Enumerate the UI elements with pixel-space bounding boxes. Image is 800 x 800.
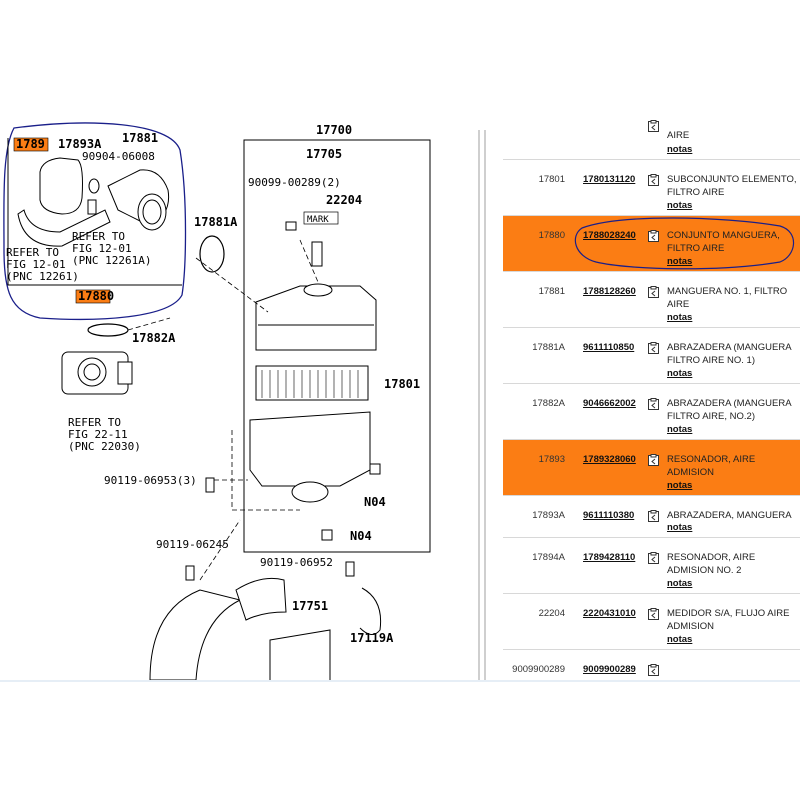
label-N04-a: N04 [364,495,386,509]
add-to-list-icon[interactable] [648,454,659,466]
label-refer3a: REFER TO [68,416,121,429]
row-part-number-link[interactable]: 9611110850 [583,342,635,353]
row-pnc: 17882A [532,398,565,409]
label-17751: 17751 [292,599,329,613]
label-90119-06953: 90119-06953(3) [104,474,197,487]
parts-row[interactable] [503,272,800,328]
row-pnc: 22204 [538,608,565,619]
row-pnc: 17893 [538,454,565,465]
label-90119-06952: 90119-06952 [260,556,333,569]
label-refer1b: FIG 12-01 [6,258,66,271]
row-description: ABRAZADERA, MANGUERA [667,510,792,521]
add-to-list-icon[interactable] [648,398,659,410]
label-refer3c: (PNC 22030) [68,440,141,453]
row-notes-link[interactable]: notas [667,480,693,491]
label-17700: 17700 [316,123,353,137]
row-part-number-link[interactable]: 1788028240 [583,230,636,241]
parts-row[interactable] [503,594,800,650]
add-to-list-icon[interactable] [648,120,659,132]
row-pnc: 17894A [532,552,565,563]
row-description: ABRAZADERA (MANGUERA FILTRO AIRE, NO.2) [667,398,792,422]
label-17880: 17880 [78,289,115,303]
page-footer-blank [0,682,800,800]
row-pnc: 17801 [538,174,565,185]
row-notes-link[interactable]: notas [667,578,693,589]
row-description: SUBCONJUNTO ELEMENTO, FILTRO AIRE [667,174,797,198]
add-to-list-icon[interactable] [648,664,659,676]
row-description: RESONADOR, AIRE ADMISION [667,454,756,478]
label-N04-b: N04 [350,529,372,543]
add-to-list-icon[interactable] [648,510,659,522]
label-17882A: 17882A [132,331,176,345]
row-pnc: 17881A [532,342,565,353]
label-refer2b: FIG 12-01 [72,242,132,255]
parts-row[interactable] [503,496,800,538]
parts-row[interactable] [503,538,800,594]
parts-row[interactable] [503,650,800,682]
add-to-list-icon[interactable] [648,174,659,186]
panel-divider-2 [484,130,486,682]
label-mark: MARK [307,215,329,225]
row-pnc: 17881 [538,286,565,297]
row-pnc: 17893A [532,510,565,521]
row-description: MANGUERA NO. 1, FILTRO AIRE [667,286,788,310]
row-description: MEDIDOR S/A, FLUJO AIRE ADMISION [667,608,790,632]
label-refer2a: REFER TO [72,230,125,243]
label-17119A: 17119A [350,631,394,645]
row-part-number-link[interactable]: 2220431010 [583,608,636,619]
row-pnc: 17880 [538,230,565,241]
row-part-number-link[interactable]: 1780131120 [583,174,636,185]
label-refer1a: REFER TO [6,246,59,259]
label-90904: 90904-06008 [82,150,155,163]
row-notes-link[interactable]: notas [667,368,693,379]
label-17705: 17705 [306,147,343,161]
parts-row[interactable] [503,160,800,216]
row-notes-link[interactable]: notas [667,522,693,533]
label-refer3b: FIG 22-11 [68,428,128,441]
parts-list [503,118,800,682]
label-refer2c: (PNC 12261A) [72,254,152,267]
label-17893A: 17893A [58,137,102,151]
add-to-list-icon[interactable] [648,552,659,564]
row-description: ABRAZADERA (MANGUERA FILTRO AIRE NO. 1) [667,342,792,366]
parts-row[interactable] [503,118,800,160]
label-22204: 22204 [326,193,363,207]
row-notes-link[interactable]: notas [667,312,693,323]
add-to-list-icon[interactable] [648,286,659,298]
add-to-list-icon[interactable] [648,608,659,620]
parts-row[interactable] [503,440,800,496]
row-part-number-link[interactable]: 1789428110 [583,552,636,563]
label-17893: 1789 [16,137,45,151]
row-notes-link[interactable]: notas [667,634,693,645]
row-description: RESONADOR, AIRE ADMISION NO. 2 [667,552,756,576]
label-90119-06245: 90119-06245 [156,538,229,551]
parts-row[interactable] [503,384,800,440]
row-part-number-link[interactable]: 9611110380 [583,510,635,521]
parts-row[interactable] [503,216,800,272]
panel-divider [478,130,480,682]
add-to-list-icon[interactable] [648,342,659,354]
row-notes-link[interactable]: notas [667,256,693,267]
label-17881: 17881 [122,131,159,145]
row-pnc: 9009900289 [512,664,565,675]
add-to-list-icon[interactable] [648,230,659,242]
label-90099: 90099-00289(2) [248,176,341,189]
row-part-number-link[interactable]: 9046662002 [583,398,636,409]
row-part-number-link[interactable]: 1788128260 [583,286,636,297]
row-description: AIRE [667,130,690,141]
row-notes-link[interactable]: notas [667,424,693,435]
row-part-number-link[interactable]: 1789328060 [583,454,636,465]
row-notes-link[interactable]: notas [667,144,693,155]
label-17881A: 17881A [194,215,238,229]
row-notes-link[interactable]: notas [667,200,693,211]
parts-row[interactable] [503,328,800,384]
label-refer1c: (PNC 12261) [6,270,79,283]
label-17801: 17801 [384,377,421,391]
row-part-number-link[interactable]: 9009900289 [583,664,636,675]
row-description: CONJUNTO MANGUERA, FILTRO AIRE [667,230,780,254]
